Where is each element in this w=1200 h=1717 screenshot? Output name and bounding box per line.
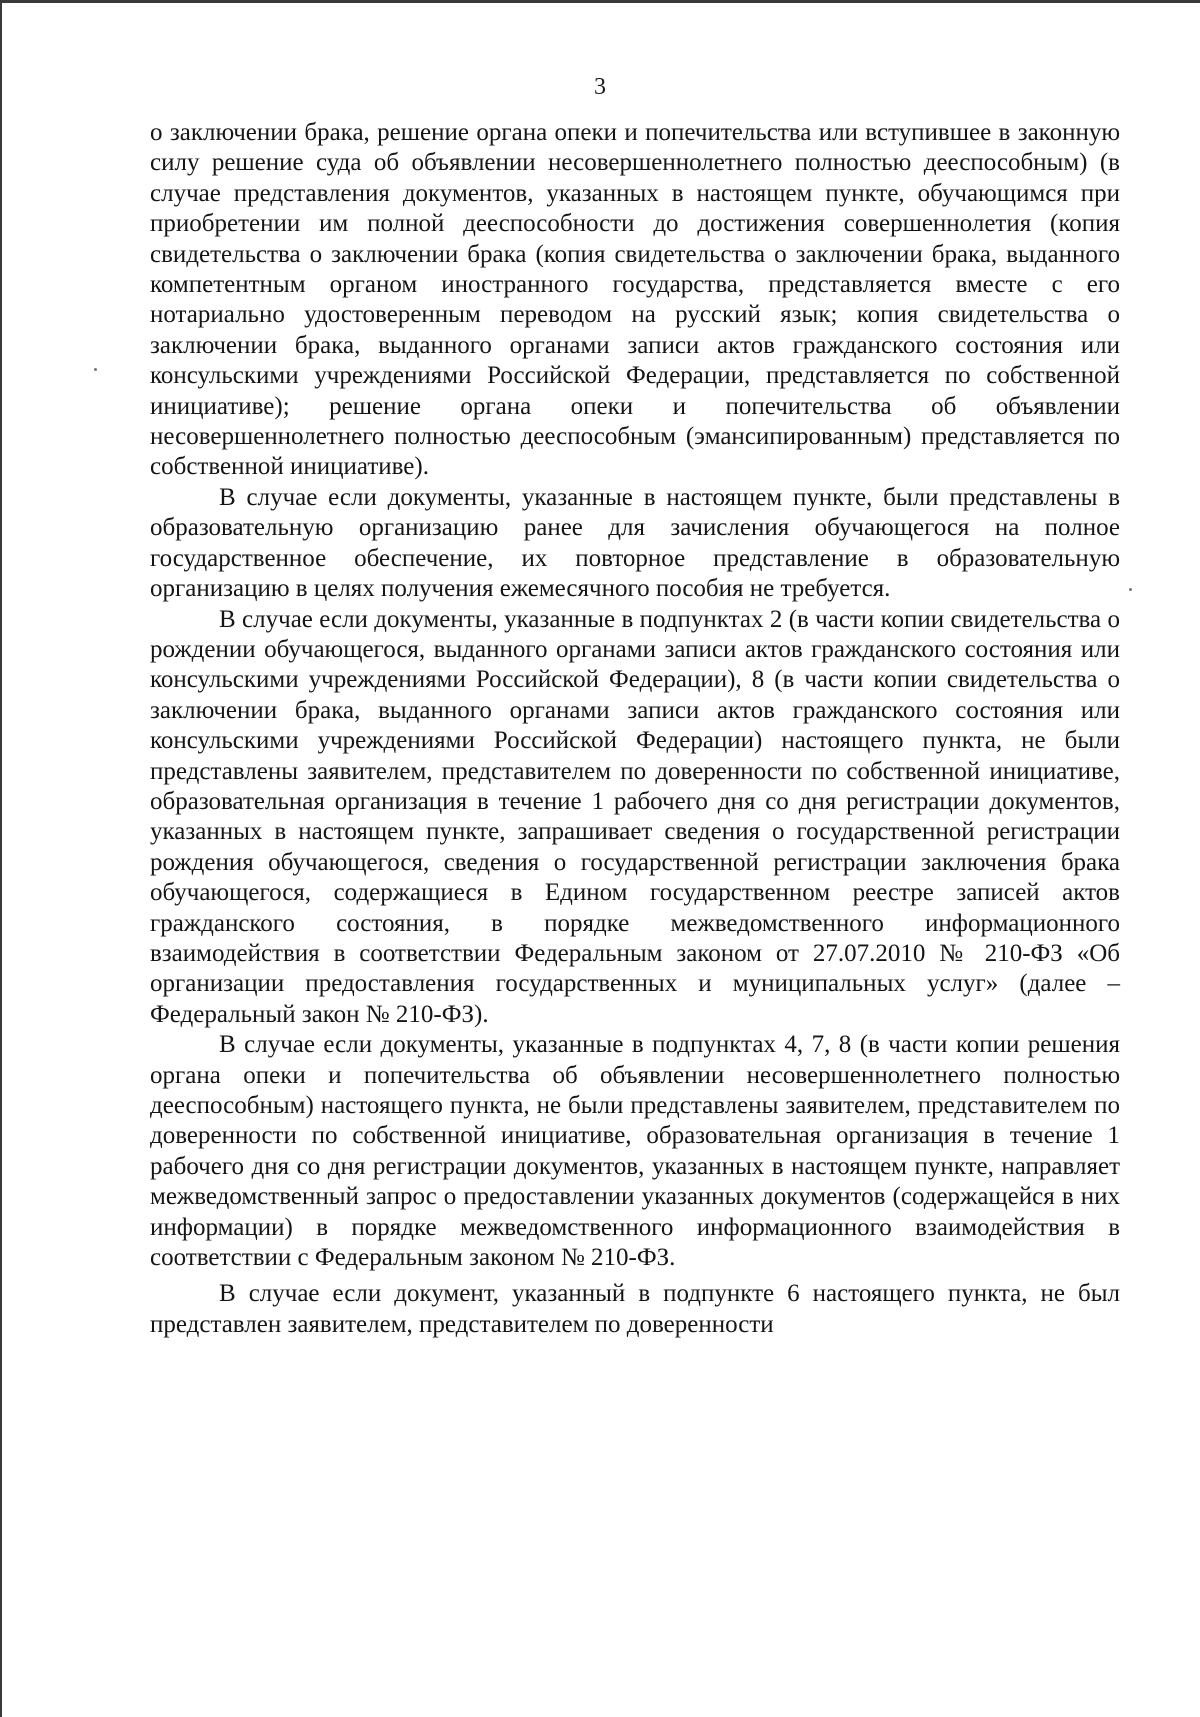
paragraph-interagency-request-docs: В случае если документы, указанные в подпунктах 4, 7, 8 (в части копии решения органа опеки и попечительства об объявлении несовершеннолетнего полностью дееспособным) настоящего пункта, не были представлены заявителем, представителем по доверенности по собственной инициативе, образовательная организация в течение 1 рабочего дня со дня регистрации документов, указанных в настоящем пункте, направляет межведомственный запрос о предоставлении указанных документов (содержащейся в них информации) в порядке межведомственного информационного взаимодействия в соответствии с Федеральным законом № 210-ФЗ. bbox=[150, 1031, 1120, 1272]
scan-speck bbox=[94, 368, 97, 371]
scan-speck bbox=[1129, 588, 1132, 591]
document-body bbox=[150, 118, 1120, 1340]
scan-left-border bbox=[0, 0, 2, 1717]
paragraph-repeat-submission: В случае если документы, указанные в настоящем пункте, были представлены в образовательную организацию ранее для зачисления обучающегося на полное государственное обеспечение, их повторное представление в образовательную организацию в целях получения ежемесячного пособия не требуется. bbox=[150, 483, 1120, 603]
paragraph-continuation: о заключении брака, решение органа опеки и попечительства или вступившее в законную силу решение суда об объявлении несовершеннолетнего полностью дееспособным) (в случае представления документов, указанных в настоящем пункте, обучающимся при приобретении им полной дееспособности до достижения совершеннолетия (копия свидетельства о заключении брака (копия свидетельства о заключении брака, выданного компетентным органом иностранного государства, представляется вместе с его нотариально удостоверенным переводом на русский язык; копия свидетельства о заключении брака, выданного органами записи актов гражданского состояния или консульскими учреждениями Российской Федерации, представляется по собственной инициативе); решение органа опеки и попечительства об объявлении несовершеннолетнего полностью дееспособным (эмансипированным) представляется по собственной инициативе). bbox=[150, 119, 1120, 481]
paragraph-subitem-6: В случае если документ, указанный в подпункте 6 настоящего пункта, не был представлен заявителем, представителем по доверенности bbox=[150, 1280, 1120, 1338]
scan-top-border bbox=[0, 0, 1200, 3]
page-number: 3 bbox=[594, 74, 606, 100]
paragraph-interagency-request-birth: В случае если документы, указанные в подпунктах 2 (в части копии свидетельства о рождении обучающегося, выданного органами записи актов гражданского состояния или консульскими учреждениями Российской Федерации), 8 (в части копии свидетельства о заключении брака, выданного органами записи актов гражданского состояния или консульскими учреждениями Российской Федерации) настоящего пункта, не были представлены заявителем, представителем по доверенности по собственной инициативе, образовательная организация в течение 1 рабочего дня со дня регистрации документов, указанных в настоящем пункте, запрашивает сведения о государственной регистрации рождения обучающегося, сведения о государственной регистрации заключения брака обучающегося, содержащиеся в Едином государственном реестре записей актов гражданского состояния, в порядке межведомственного информационного взаимодействия в соответствии Федеральным законом от 27.07.2010 № 210-ФЗ «Об организации предоставления государственных и муниципальных услуг» (далее – Федеральный закон № 210-ФЗ). bbox=[150, 605, 1120, 1028]
